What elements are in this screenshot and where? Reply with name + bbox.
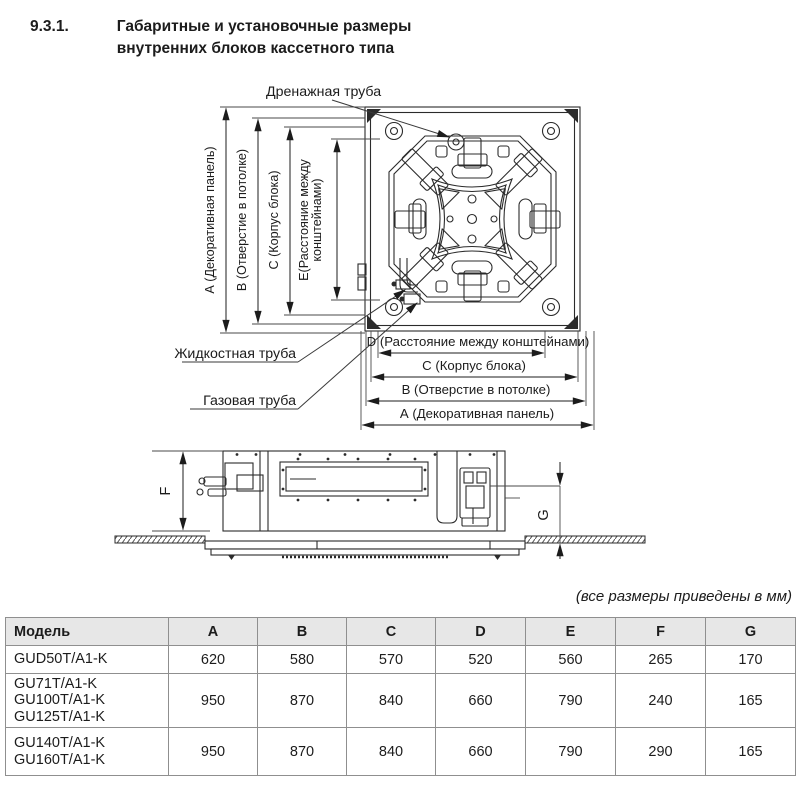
ceiling-section-right bbox=[525, 536, 645, 543]
model-name: GUD50T/A1-K bbox=[14, 651, 108, 668]
dim-f-label: F bbox=[158, 486, 174, 496]
model-name: GU140T/A1-K bbox=[14, 735, 106, 751]
value-cell: 840 bbox=[347, 728, 436, 776]
model-name-cell bbox=[6, 674, 169, 728]
value-cell: 790 bbox=[526, 728, 616, 776]
value-cell: 840 bbox=[347, 674, 436, 728]
side-view-drawing bbox=[115, 451, 645, 560]
dim-c-horizontal-label: С (Корпус блока) bbox=[422, 358, 526, 373]
value-cell: 560 bbox=[526, 646, 616, 674]
dim-c-vertical-label: С (Корпус блока) bbox=[267, 170, 281, 270]
header-g: G bbox=[706, 618, 796, 646]
value-cell: 165 bbox=[706, 674, 796, 728]
header-model: Модель bbox=[6, 618, 169, 646]
value-cell: 660 bbox=[436, 728, 526, 776]
table-row bbox=[6, 646, 796, 674]
title-line-1: Габаритные и установочные размеры bbox=[116, 18, 412, 35]
dim-a-vertical-label: А (Декоративная панель) bbox=[203, 146, 217, 294]
model-name-cell bbox=[6, 646, 169, 674]
gas-pipe-label: Газовая труба bbox=[203, 393, 296, 409]
dim-g-label: G bbox=[536, 509, 552, 521]
top-view-horizontal-dimensions bbox=[361, 331, 594, 430]
drain-pipe-label: Дренажная труба bbox=[266, 84, 382, 100]
header-c: C bbox=[347, 618, 436, 646]
section-title-text bbox=[117, 16, 412, 60]
table-row bbox=[6, 674, 796, 728]
dim-a-horizontal-label: А (Декоративная панель) bbox=[399, 406, 555, 421]
liquid-pipe-label: Жидкостная труба bbox=[174, 346, 296, 362]
header-b: B bbox=[258, 618, 347, 646]
header-a: A bbox=[169, 618, 258, 646]
value-cell: 870 bbox=[258, 674, 347, 728]
dim-d-horizontal-label: D (Расстояние между конштейнами) bbox=[366, 334, 590, 349]
header-e: E bbox=[526, 618, 616, 646]
top-view-vertical-dimensions bbox=[203, 107, 380, 333]
value-cell: 870 bbox=[258, 728, 347, 776]
dimensions-table bbox=[5, 617, 796, 776]
value-cell: 660 bbox=[436, 674, 526, 728]
value-cell: 165 bbox=[706, 728, 796, 776]
model-name: GU160T/A1-K bbox=[14, 751, 106, 768]
value-cell: 265 bbox=[616, 646, 706, 674]
value-cell: 950 bbox=[169, 674, 258, 728]
value-cell: 580 bbox=[258, 646, 347, 674]
section-number: 9.3.1. bbox=[30, 18, 69, 35]
model-name: GU100T/A1-K bbox=[14, 692, 106, 709]
top-view-drawing bbox=[358, 107, 580, 331]
model-name-cell bbox=[6, 728, 169, 776]
decorative-panel-side bbox=[205, 541, 525, 560]
value-cell: 790 bbox=[526, 674, 616, 728]
model-name: GU125T/A1-K bbox=[14, 708, 106, 725]
value-cell: 170 bbox=[706, 646, 796, 674]
dimension-drawings bbox=[0, 78, 800, 598]
dim-b-vertical-label: В (Отверстие в потолке) bbox=[235, 148, 249, 292]
table-header-row bbox=[6, 618, 796, 646]
value-cell: 240 bbox=[616, 674, 706, 728]
dim-b-horizontal-label: В (Отверстие в потолке) bbox=[401, 382, 551, 397]
dim-e-vertical-label-line2: конштейнами) bbox=[310, 178, 324, 262]
header-d: D bbox=[436, 618, 526, 646]
dim-e-vertical-label-line1: Е(Расстояние между bbox=[297, 159, 311, 281]
value-cell: 570 bbox=[347, 646, 436, 674]
model-name: GU71T/A1-K bbox=[14, 675, 97, 692]
units-note: (все размеры приведены в мм) bbox=[575, 588, 792, 605]
title-line-2: внутренних блоков кассетного типа bbox=[116, 40, 395, 57]
table-row bbox=[6, 728, 796, 776]
value-cell: 950 bbox=[169, 728, 258, 776]
header-f: F bbox=[616, 618, 706, 646]
value-cell: 520 bbox=[436, 646, 526, 674]
ceiling-section-left bbox=[115, 536, 205, 543]
section-title bbox=[30, 16, 411, 60]
value-cell: 290 bbox=[616, 728, 706, 776]
value-cell: 620 bbox=[169, 646, 258, 674]
